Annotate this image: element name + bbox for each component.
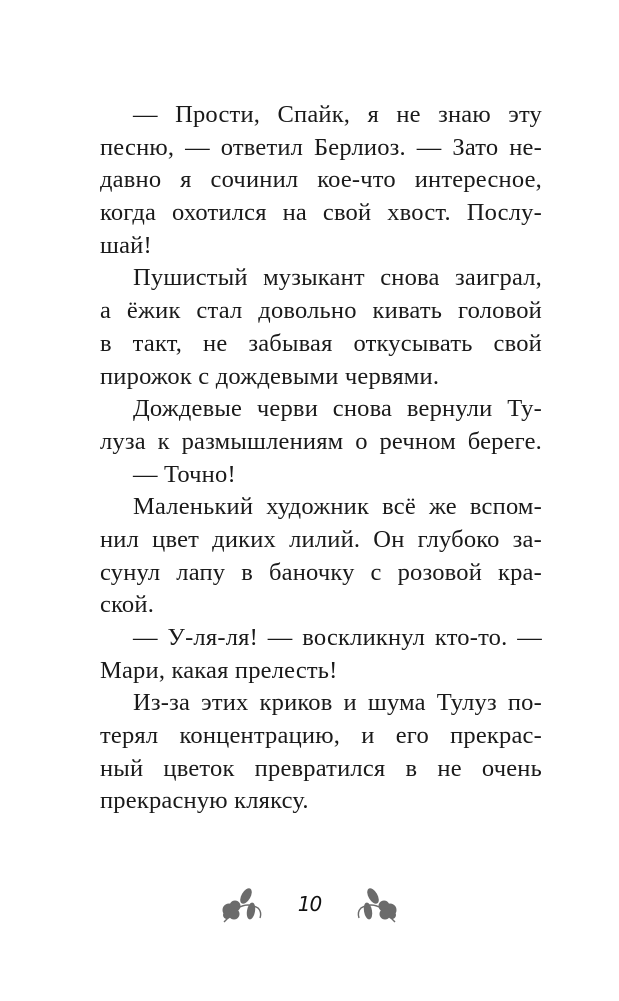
text-line: шай! xyxy=(100,231,152,259)
page-footer xyxy=(0,884,619,924)
text-line: — У-ля-ля! — воскликнул кто-то. — xyxy=(133,624,542,651)
text-line: давно я сочинил кое-что интересное, xyxy=(100,166,542,194)
text-line: когда охотился на свой хвост. Послу- xyxy=(100,199,542,227)
text-line: а ёжик стал довольно кивать головой xyxy=(100,297,542,325)
flower-ornament-icon xyxy=(218,884,264,924)
text-line: Дождевые черви снова вернули Ту- xyxy=(133,395,542,423)
text-line: терял концентрацию, и его прекрас- xyxy=(100,722,542,750)
text-line: ской. xyxy=(100,591,155,619)
text-line: Мари, какая прелесть! xyxy=(100,656,338,684)
text-line: — Точно! xyxy=(133,460,236,488)
flower-ornament-icon xyxy=(355,884,401,924)
text-line: прекрасную кляксу. xyxy=(100,787,309,815)
text-line: песню, — ответил Берлиоз. — Зато не- xyxy=(100,133,542,161)
text-line: ный цветок превратился в не очень xyxy=(100,754,542,782)
text-line: пирожок с дождевыми червями. xyxy=(100,362,440,390)
text-line: луза к размышлениям о речном береге. xyxy=(100,427,542,455)
text-line: Из-за этих криков и шума Тулуз по- xyxy=(133,689,542,717)
text-line: сунул лапу в баночку с розовой кра- xyxy=(100,558,542,586)
text-line: — Прости, Спайк, я не знаю эту xyxy=(133,101,542,128)
text-line: в такт, не забывая откусывать свой xyxy=(100,329,542,357)
page-number: 10 xyxy=(297,892,322,916)
text-line: Маленький художник всё же вспом- xyxy=(133,493,542,521)
page-body-text xyxy=(100,99,542,818)
text-line: Пушистый музыкант снова заиграл, xyxy=(133,264,542,292)
text-line: нил цвет диких лилий. Он глубоко за- xyxy=(100,525,542,553)
